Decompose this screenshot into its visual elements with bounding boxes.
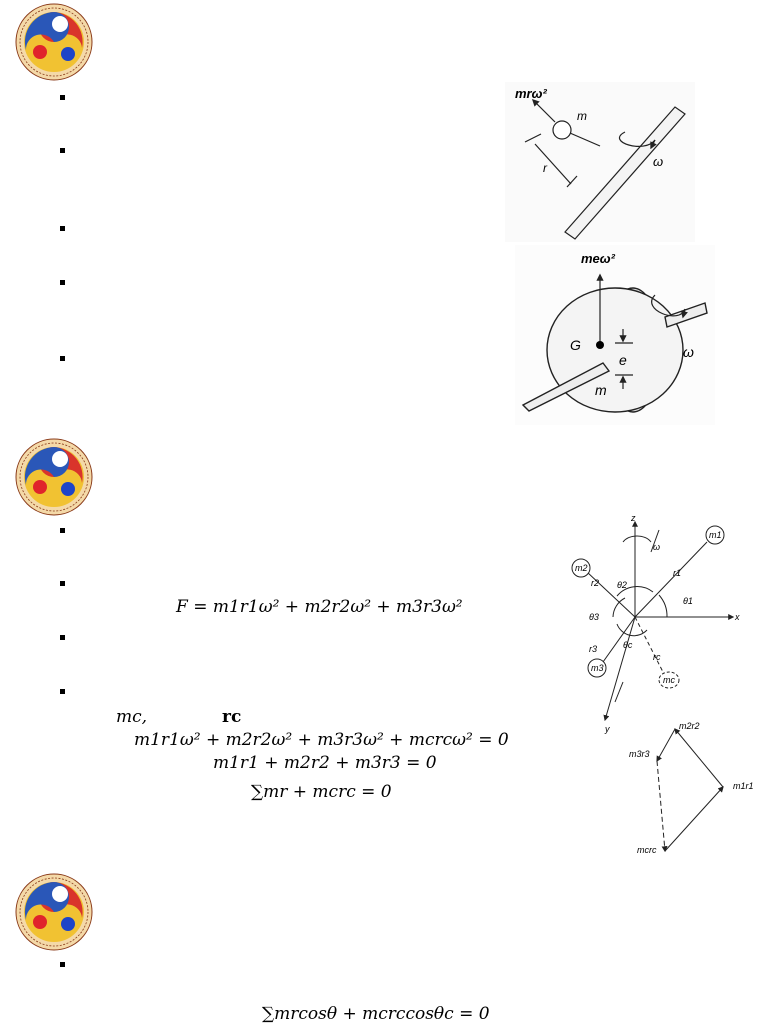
rc-label: rc — [653, 652, 661, 662]
eq4: ∑mr + mcrc = 0 — [251, 782, 392, 802]
bullet-marker — [60, 528, 65, 533]
ecc-label: e — [619, 352, 627, 368]
m2r2-label: m2r2 — [679, 721, 700, 731]
bullet-marker — [60, 356, 65, 361]
bullet-marker — [60, 962, 65, 967]
bullet-marker — [60, 581, 65, 586]
z-axis-label: z — [631, 513, 636, 523]
theta3-label: θ3 — [589, 612, 599, 622]
bullet-marker — [60, 635, 65, 640]
omega-label: ω — [653, 154, 664, 169]
eccentric-disc-figure — [515, 245, 715, 425]
theta2-label: θ2 — [617, 580, 627, 590]
iitg-logo — [14, 2, 94, 82]
thetac-label: θc — [623, 640, 633, 650]
force-label: meω² — [581, 251, 615, 266]
eq5: ∑mrcosθ + mcrccosθc = 0 — [262, 1004, 490, 1024]
x-axis-label: x — [735, 612, 740, 622]
rotating-mass-figure — [505, 82, 695, 242]
r1-label: r1 — [673, 568, 682, 578]
mc-label: mc — [663, 675, 675, 685]
iitg-logo — [14, 872, 94, 952]
force-label: mrω² — [515, 86, 547, 101]
r3-label: r3 — [589, 644, 598, 654]
multiple-masses-figure — [555, 512, 745, 734]
m3-label: m3 — [591, 663, 604, 673]
bullet-marker — [60, 226, 65, 231]
m2-label: m2 — [575, 563, 588, 573]
eq1: F = m1r1ω² + m2r2ω² + m3r3ω² — [176, 597, 463, 617]
omega-label: ω — [653, 542, 661, 552]
y-axis-label: y — [605, 724, 610, 734]
m1r1-label: m1r1 — [733, 781, 754, 791]
iitg-logo — [14, 437, 94, 517]
bullet-marker — [60, 148, 65, 153]
bullet-marker — [60, 280, 65, 285]
bullet-marker — [60, 689, 65, 694]
radius-label: r — [543, 161, 547, 175]
r2-label: r2 — [591, 578, 600, 588]
rc-label: rc — [222, 707, 242, 727]
m1-label: m1 — [709, 530, 722, 540]
eq3: m1r1 + m2r2 + m3r3 = 0 — [213, 753, 437, 773]
bullet-marker — [60, 95, 65, 100]
theta1-label: θ1 — [683, 596, 693, 606]
m3r3-label: m3r3 — [629, 749, 650, 759]
eq2: m1r1ω² + m2r2ω² + m3r3ω² + mcrcω² = 0 — [134, 730, 509, 750]
omega-label: ω — [683, 344, 694, 360]
mcrc-label: mcrc — [637, 845, 657, 855]
center-label: G — [570, 337, 581, 353]
mass-label: m — [595, 382, 607, 398]
vector-polygon-figure — [615, 715, 765, 865]
mass-label: m — [577, 109, 587, 123]
mc-label: mc, — [116, 707, 148, 727]
